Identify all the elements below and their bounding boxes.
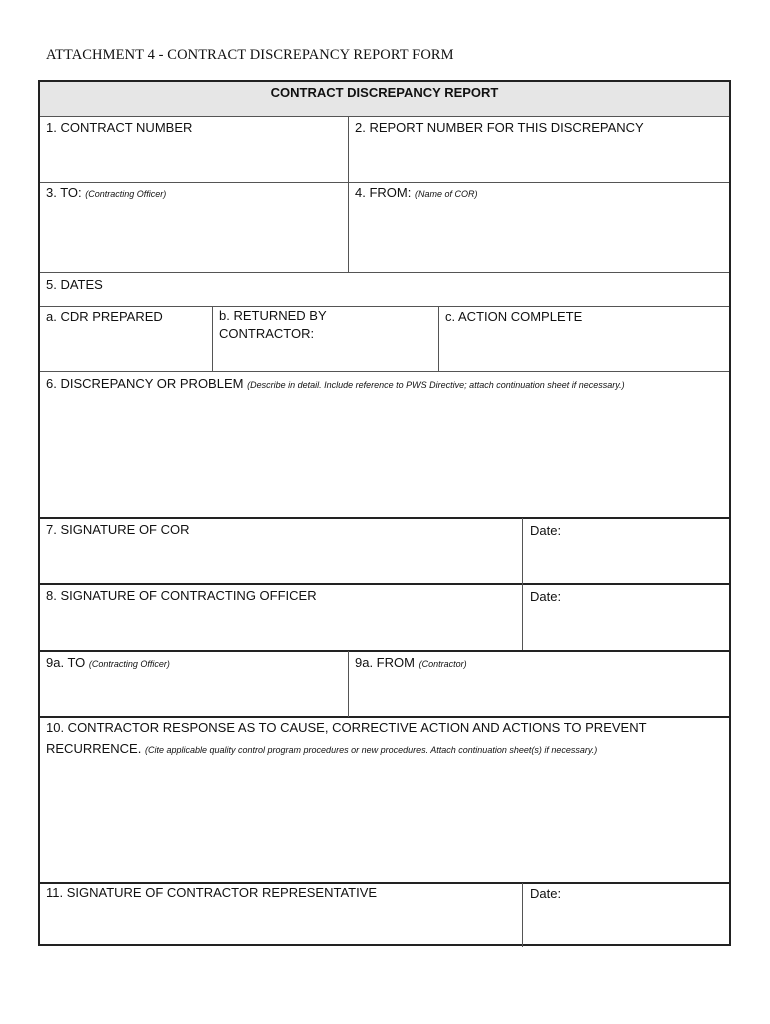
divider (40, 583, 729, 585)
divider (522, 883, 523, 947)
cdr-prepared-label: a. CDR PREPARED (46, 309, 163, 324)
to-label (46, 184, 166, 203)
from-note: (Name of COR) (414, 189, 478, 199)
divider (40, 517, 729, 519)
co-signature-label: 8. SIGNATURE OF CONTRACTING OFFICER (46, 588, 317, 603)
divider (40, 306, 729, 307)
cor-signature-label: 7. SIGNATURE OF COR (46, 522, 190, 537)
divider (522, 584, 523, 650)
discrepancy-label-text: 6. DISCREPANCY OR PROBLEM (46, 376, 244, 391)
divider (348, 116, 349, 272)
9a-to-label (46, 654, 170, 673)
divider (40, 371, 729, 372)
9a-from-note: (Contractor) (418, 659, 467, 669)
from-label (355, 184, 477, 203)
divider (40, 272, 729, 273)
contractor-signature-label: 11. SIGNATURE OF CONTRACTOR REPRESENTATIVE (46, 885, 378, 900)
9a-from-text: 9a. FROM (355, 655, 415, 670)
discrepancy-report-form (38, 80, 731, 946)
contract-number-label: 1. CONTRACT NUMBER (46, 120, 193, 135)
contractor-date-label: Date: (530, 886, 562, 901)
contractor-response-label-line2 (46, 740, 597, 759)
returned-by-line1: b. RETURNED BY (219, 308, 327, 323)
from-label-text: 4. FROM: (355, 185, 412, 200)
9a-to-note: (Contracting Officer) (88, 659, 170, 669)
divider (212, 306, 213, 371)
dates-label: 5. DATES (46, 277, 103, 292)
discrepancy-label (46, 375, 625, 394)
divider (522, 518, 523, 584)
divider (40, 650, 729, 652)
contractor-response-note: (Cite applicable quality control program procedures or new procedures. Attach continuation sheet(s) if necessary.) (144, 745, 598, 755)
returned-by-line2: CONTRACTOR: (219, 326, 315, 341)
divider (438, 306, 439, 371)
co-date-label: Date: (530, 589, 562, 604)
contractor-response-label-line1: 10. CONTRACTOR RESPONSE AS TO CAUSE, CORRECTIVE ACTION AND ACTIONS TO PREVENT (46, 720, 647, 735)
9a-from-label (355, 654, 467, 673)
form-header: CONTRACT DISCREPANCY REPORT (270, 85, 499, 100)
to-note: (Contracting Officer) (85, 189, 167, 199)
action-complete-label: c. ACTION COMPLETE (445, 309, 583, 324)
cor-date-label: Date: (530, 523, 562, 538)
discrepancy-note: (Describe in detail. Include reference to PWS Directive; attach continuation sheet if necessary.) (247, 380, 625, 390)
divider (40, 182, 729, 183)
to-label-text: 3. TO: (46, 185, 82, 200)
recurrence-text: RECURRENCE. (46, 741, 142, 756)
divider (348, 651, 349, 717)
report-number-label: 2. REPORT NUMBER FOR THIS DISCREPANCY (355, 120, 644, 135)
divider (40, 716, 729, 718)
attachment-title: ATTACHMENT 4 - CONTRACT DISCREPANCY REPORT FORM (46, 47, 454, 63)
divider (40, 116, 729, 117)
returned-by-contractor-label (219, 307, 327, 343)
9a-to-text: 9a. TO (46, 655, 86, 670)
